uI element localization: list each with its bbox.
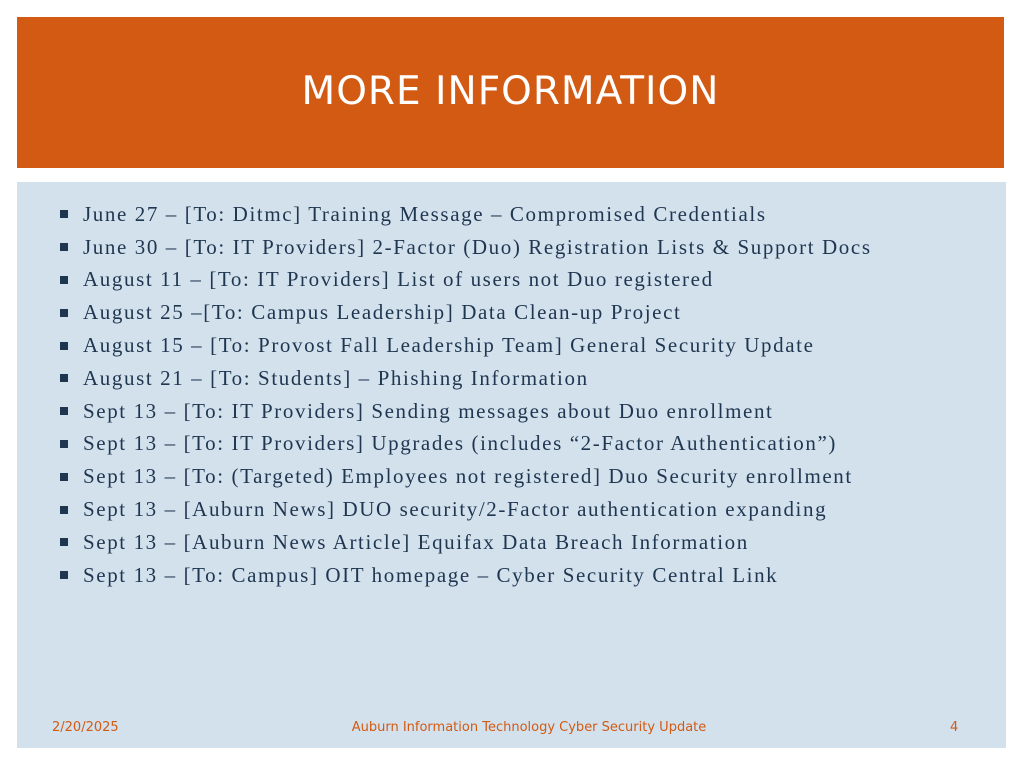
square-bullet-icon: [60, 342, 68, 350]
content-panel: [17, 182, 1006, 748]
bullet-text: June 30 – [To: IT Providers] 2-Factor (Duo) Registration Lists & Support Docs: [83, 234, 872, 259]
bullet-item: [60, 493, 1000, 526]
square-bullet-icon: [60, 374, 68, 382]
bullet-item: [60, 460, 1000, 493]
square-bullet-icon: [60, 473, 68, 481]
bullet-item: [60, 362, 1000, 395]
bullet-item: [60, 198, 1000, 231]
footer-date: 2/20/2025: [52, 720, 119, 735]
square-bullet-icon: [60, 407, 68, 415]
bullet-text: Sept 13 – [To: Campus] OIT homepage – Cyber Security Central Link: [83, 562, 779, 587]
bullet-item: [60, 264, 1000, 297]
page-number: 4: [950, 720, 959, 735]
bullet-text: June 27 – [To: Ditmc] Training Message – Compromised Credentials: [83, 201, 767, 226]
bullet-text: August 11 – [To: IT Providers] List of users not Duo registered: [83, 267, 714, 292]
square-bullet-icon: [60, 506, 68, 514]
bullet-item: [60, 231, 1000, 264]
bullet-item: [60, 296, 1000, 329]
square-bullet-icon: [60, 309, 68, 317]
bullet-text: Sept 13 – [To: IT Providers] Sending messages about Duo enrollment: [83, 398, 774, 423]
bullet-list: [60, 198, 1000, 592]
bullet-item: [60, 329, 1000, 362]
square-bullet-icon: [60, 276, 68, 284]
square-bullet-icon: [60, 440, 68, 448]
bullet-text: Sept 13 – [Auburn News Article] Equifax Data Breach Information: [83, 529, 749, 554]
bullet-text: Sept 13 – [To: (Targeted) Employees not registered] Duo Security enrollment: [83, 464, 853, 489]
bullet-item: [60, 428, 1000, 461]
bullet-text: August 25 –[To: Campus Leadership] Data Clean-up Project: [83, 300, 682, 325]
bullet-text: Sept 13 – [Auburn News] DUO security/2-Factor authentication expanding: [83, 497, 828, 522]
square-bullet-icon: [60, 210, 68, 218]
bullet-text: August 15 – [To: Provost Fall Leadership Team] General Security Update: [83, 333, 815, 358]
title-band: [17, 17, 1004, 168]
bullet-text: August 21 – [To: Students] – Phishing Information: [83, 365, 589, 390]
bullet-item: [60, 559, 1000, 592]
bullet-item: [60, 395, 1000, 428]
slide-title: MORE INFORMATION: [301, 69, 720, 114]
square-bullet-icon: [60, 571, 68, 579]
square-bullet-icon: [60, 538, 68, 546]
footer-title: Auburn Information Technology Cyber Security Update: [351, 720, 707, 735]
bullet-item: [60, 526, 1000, 559]
bullet-text: Sept 13 – [To: IT Providers] Upgrades (includes “2-Factor Authentication”): [83, 431, 837, 456]
square-bullet-icon: [60, 243, 68, 251]
